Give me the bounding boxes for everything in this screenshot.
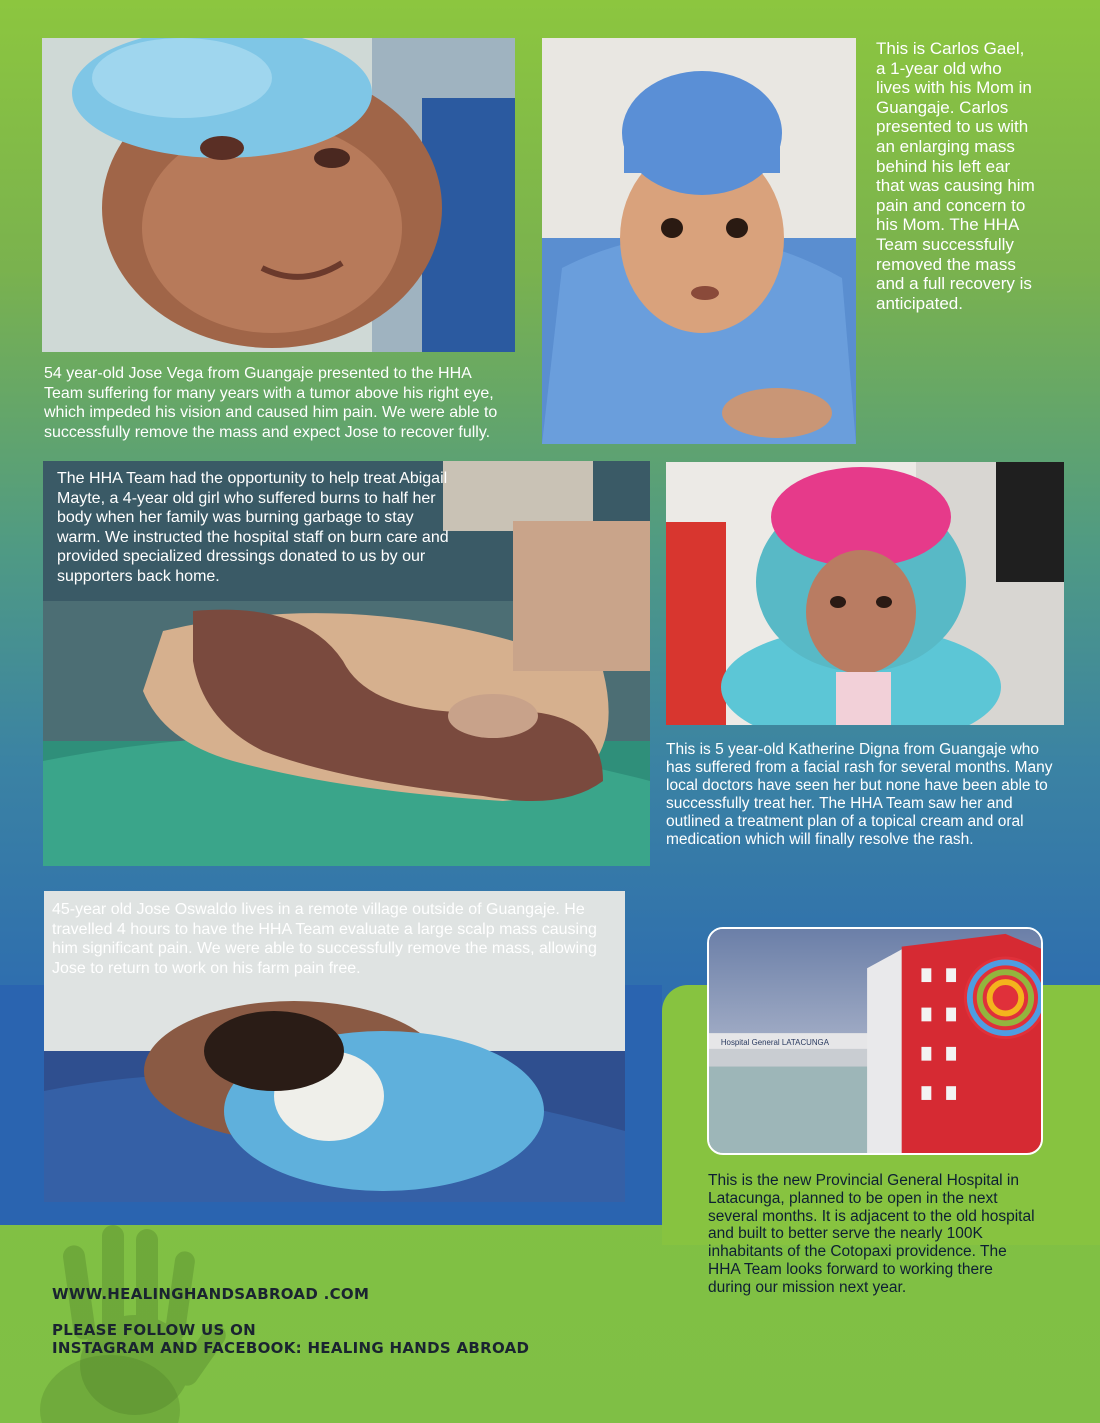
photo-katherine (666, 462, 1064, 725)
photo-carlos (542, 38, 856, 444)
social-media-line: INSTAGRAM AND FACEBOOK: HEALING HANDS ABROAD (52, 1339, 530, 1357)
caption-abigail: The HHA Team had the opportunity to help treat Abigail Mayte, a 4-year old girl who suffered burns to half her body when her family was burning garbage to stay warm. We instructed the hospital staff on burn care and provided specialized dressings donated to us by our supporters back home. (57, 470, 449, 585)
caption-katherine: This is 5 year-old Katherine Digna from Guangaje who has suffered from a facial rash for several months. Many local doctors have seen her but none have been able to successfully treat her. The HHA Team saw her and outlined a treatment plan of a topical cream and oral medication which will finally resolve the rash. (666, 741, 1053, 848)
photo-hospital (707, 927, 1043, 1155)
caption-hospital: This is the new Provincial General Hospital in Latacunga, planned to be open in the next several months. It is adjacent to the old hospital and built to better serve the nearly 100K inhabitants of the Cotopaxi providence. The HHA Team looks forward to working there during our mission next year. (708, 1172, 1035, 1296)
photo-jose-vega (42, 38, 515, 352)
caption-carlos: This is Carlos Gael, a 1-year old who lives with his Mom in Guangaje. Carlos presented to us with an enlarging mass behind his left ear that was causing him pain and concern to his Mom. The HHA Team successfully removed the mass and a full recovery is anticipated. (876, 39, 1035, 313)
website-link[interactable]: WWW.HEALINGHANDSABROAD .COM (52, 1285, 370, 1303)
globe-icon (40, 1350, 180, 1423)
hospital-sign: Hospital General LATACUNGA (720, 1037, 829, 1047)
caption-jose-vega: 54 year-old Jose Vega from Guangaje presented to the HHA Team suffering for many years with a tumor above his right eye, which impeded his vision and caused him pain. We were able to successfully remove the mass and expect Jose to recover fully. (44, 365, 498, 441)
follow-us-line: PLEASE FOLLOW US ON (52, 1321, 256, 1339)
caption-jose-oswaldo: 45-year old Jose Oswaldo lives in a remote village outside of Guangaje. He travelled 4 hours to have the HHA Team evaluate a large scalp mass causing him significant pain. We were able to successfully remove the mass, allowing Jose to return to work on his farm pain free. (52, 901, 597, 977)
